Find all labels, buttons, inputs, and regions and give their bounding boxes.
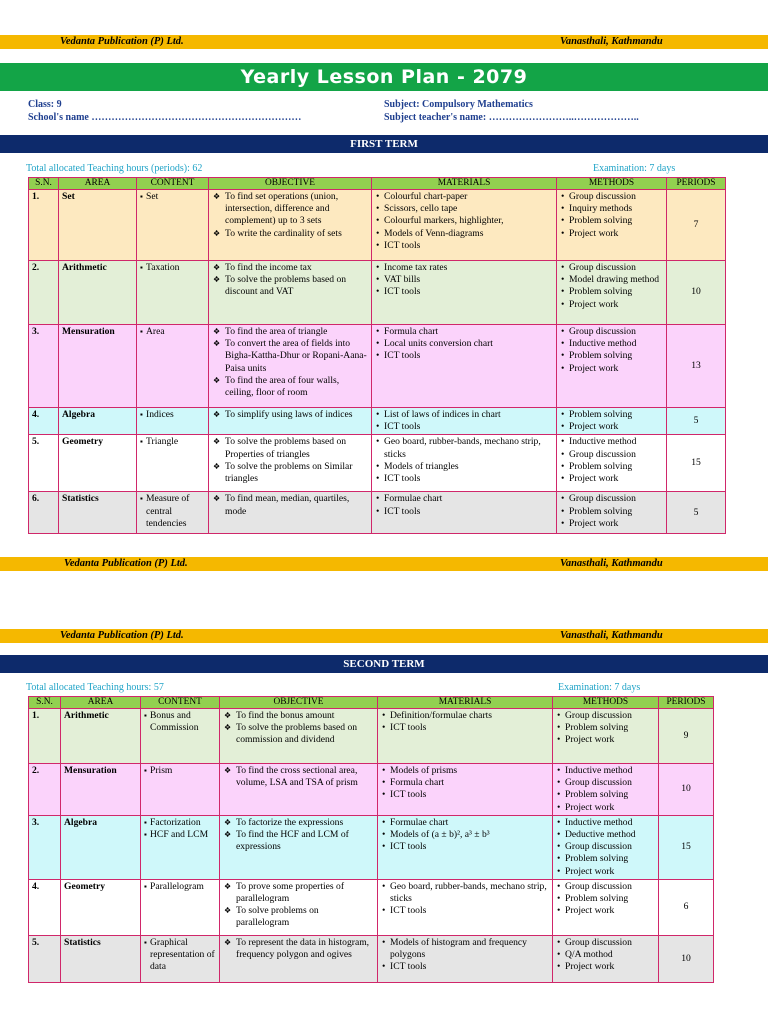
row-content-cell	[141, 764, 220, 816]
row-objective-item: ❖ To represent the data in histogram, frequency polygon and ogives	[223, 937, 374, 961]
row-materials-item: • Formula chart	[375, 326, 553, 338]
row-methods-item: • Project work	[560, 363, 663, 375]
table-row	[29, 879, 714, 935]
row-materials-item: • Income tax rates	[375, 262, 553, 274]
row-content-cell	[137, 325, 209, 408]
row-methods-item: • Project work	[556, 734, 655, 746]
row-materials-item: • Colourful markers, highlighter,	[375, 215, 553, 227]
row-objective-list	[223, 937, 374, 961]
row-objective-item: ❖ To factorize the expressions	[223, 817, 374, 829]
row-methods-item: • Q/A mothod	[556, 949, 655, 961]
row-materials-cell	[372, 492, 557, 534]
row-methods-cell	[553, 709, 659, 764]
row-area: Algebra	[61, 815, 141, 879]
row-methods-item: • Problem solving	[560, 350, 663, 362]
row-objective-list	[212, 326, 368, 399]
second-term-hours: Total allocated Teaching hours: 57	[26, 682, 164, 693]
row-sn: 4.	[29, 408, 59, 435]
row-objective-item: ❖ To find set operations (union, intersection, difference and complement) up to 3 sets	[212, 191, 368, 228]
school-name-label: School's name ………………………………………………………	[28, 112, 302, 123]
row-objective-list	[223, 881, 374, 930]
row-materials-item: • Local units conversion chart	[375, 338, 553, 350]
row-materials-list	[381, 881, 549, 918]
row-methods-item: • Problem solving	[556, 893, 655, 905]
row-objective-item: ❖ To write the cardinality of sets	[212, 228, 368, 240]
row-content-cell	[141, 935, 220, 982]
second-term-table	[28, 696, 714, 983]
row-content-item: ▪ HCF and LCM	[144, 829, 216, 841]
row-materials-list	[375, 409, 553, 433]
row-content-item: ▪ Set	[140, 191, 205, 203]
publisher-location: Vanasthali, Kathmandu	[560, 558, 663, 569]
title-bar	[0, 63, 768, 91]
row-materials-item: • ICT tools	[381, 961, 549, 973]
row-methods-item: • Problem solving	[556, 853, 655, 865]
row-methods-item: • Group discussion	[560, 449, 663, 461]
table-row	[29, 261, 726, 325]
header-sn: S.N.	[29, 178, 59, 190]
row-objective-list	[223, 710, 374, 747]
row-materials-list	[375, 436, 553, 485]
row-materials-item: • Models of (a ± b)², a³ ± b³	[381, 829, 549, 841]
row-materials-cell	[372, 261, 557, 325]
header-materials: MATERIALS	[372, 178, 557, 190]
header-materials: MATERIALS	[378, 697, 553, 709]
row-materials-item: • ICT tools	[381, 789, 549, 801]
row-area: Statistics	[61, 935, 141, 982]
row-area: Algebra	[59, 408, 137, 435]
first-term-hours: Total allocated Teaching hours (periods): 62	[26, 163, 203, 174]
row-materials-item: • Definition/formulae charts	[381, 710, 549, 722]
row-methods-item: • Group discussion	[560, 191, 663, 203]
row-content-item: ▪ Taxation	[140, 262, 205, 274]
row-methods-cell	[553, 815, 659, 879]
row-materials-cell	[372, 408, 557, 435]
row-materials-cell	[372, 325, 557, 408]
row-methods-item: • Problem solving	[560, 215, 663, 227]
row-materials-cell	[372, 435, 557, 492]
row-content-item: ▪ Area	[140, 326, 205, 338]
header-objective: OBJECTIVE	[209, 178, 372, 190]
row-methods-item: • Deductive method	[556, 829, 655, 841]
row-objective-cell	[209, 408, 372, 435]
row-materials-item: • ICT tools	[375, 240, 553, 252]
table-row	[29, 190, 726, 261]
row-content-cell	[137, 261, 209, 325]
row-methods-cell	[557, 325, 667, 408]
row-sn: 4.	[29, 879, 61, 935]
row-content-item: ▪ Indices	[140, 409, 205, 421]
row-objective-item: ❖ To find the area of four walls, ceiling, floor of room	[212, 375, 368, 399]
row-content-item: ▪ Bonus and Commission	[144, 710, 216, 734]
row-methods-cell	[553, 879, 659, 935]
row-area: Geometry	[59, 435, 137, 492]
row-sn: 1.	[29, 190, 59, 261]
publisher-band-top	[0, 35, 768, 49]
row-methods-item: • Problem solving	[560, 461, 663, 473]
row-methods-item: • Problem solving	[560, 409, 663, 421]
first-term-heading: FIRST TERM	[350, 138, 418, 150]
second-term-bar	[0, 655, 768, 673]
row-materials-item: • List of laws of indices in chart	[375, 409, 553, 421]
row-methods-item: • Problem solving	[556, 722, 655, 734]
row-methods-item: • Project work	[560, 518, 663, 530]
header-content: CONTENT	[141, 697, 220, 709]
row-materials-cell	[378, 764, 553, 816]
row-materials-cell	[378, 815, 553, 879]
publisher-name: Vedanta Publication (P) Ltd.	[60, 36, 184, 47]
row-objective-item: ❖ To find the bonus amount	[223, 710, 374, 722]
row-objective-item: ❖ To convert the area of fields into Bigha-Kattha-Dhur or Ropani-Aana-Paisa units	[212, 338, 368, 375]
table-row	[29, 325, 726, 408]
row-materials-cell	[378, 935, 553, 982]
publisher-name: Vedanta Publication (P) Ltd.	[60, 630, 184, 641]
row-objective-list	[212, 436, 368, 485]
row-materials-list	[381, 765, 549, 802]
row-sn: 2.	[29, 261, 59, 325]
first-term-bar	[0, 135, 768, 153]
row-sn: 5.	[29, 935, 61, 982]
row-methods-item: • Problem solving	[556, 789, 655, 801]
class-label: Class: 9	[28, 99, 62, 110]
row-methods-list	[560, 436, 663, 485]
row-periods: 15	[659, 815, 714, 879]
header-content: CONTENT	[137, 178, 209, 190]
row-materials-item: • ICT tools	[381, 841, 549, 853]
row-objective-cell	[220, 935, 378, 982]
row-periods: 10	[659, 935, 714, 982]
table-header-row	[29, 178, 726, 190]
table-row	[29, 709, 714, 764]
row-objective-cell	[220, 879, 378, 935]
header-periods: PERIODS	[659, 697, 714, 709]
row-methods-cell	[553, 764, 659, 816]
row-content-list	[144, 765, 216, 777]
row-content-cell	[141, 815, 220, 879]
row-methods-item: • Inductive method	[556, 817, 655, 829]
header-methods: METHODS	[553, 697, 659, 709]
row-sn: 1.	[29, 709, 61, 764]
row-area: Arithmetic	[59, 261, 137, 325]
row-methods-item: • Group discussion	[556, 841, 655, 853]
row-materials-list	[375, 326, 553, 363]
row-methods-cell	[553, 935, 659, 982]
row-content-list	[140, 436, 205, 448]
row-materials-cell	[372, 190, 557, 261]
row-materials-cell	[378, 879, 553, 935]
table-row	[29, 492, 726, 534]
row-objective-item: ❖ To find the income tax	[212, 262, 368, 274]
row-methods-item: • Project work	[556, 905, 655, 917]
row-methods-item: • Group discussion	[560, 326, 663, 338]
row-objective-cell	[209, 325, 372, 408]
first-term-exam: Examination: 7 days	[593, 163, 676, 174]
row-content-list	[140, 262, 205, 274]
header-objective: OBJECTIVE	[220, 697, 378, 709]
row-objective-cell	[220, 764, 378, 816]
row-objective-list	[223, 765, 374, 789]
row-methods-item: • Project work	[556, 802, 655, 814]
row-objective-list	[212, 262, 368, 299]
row-materials-item: • ICT tools	[375, 421, 553, 433]
second-term-heading: SECOND TERM	[343, 658, 425, 670]
row-content-item: ▪ Measure of central tendencies	[140, 493, 205, 530]
subject-label: Subject: Compulsory Mathematics	[384, 99, 533, 110]
row-objective-cell	[209, 261, 372, 325]
publisher-location: Vanasthali, Kathmandu	[560, 630, 663, 641]
row-methods-cell	[557, 408, 667, 435]
row-materials-item: • Formulae chart	[381, 817, 549, 829]
row-methods-list	[560, 326, 663, 375]
row-objective-item: ❖ To solve the problems on Similar triangles	[212, 461, 368, 485]
row-periods: 9	[659, 709, 714, 764]
row-methods-item: • Inquiry methods	[560, 203, 663, 215]
row-objective-item: ❖ To solve the problems based on Properties of triangles	[212, 436, 368, 460]
table-row	[29, 815, 714, 879]
row-methods-list	[556, 710, 655, 747]
row-methods-cell	[557, 261, 667, 325]
row-objective-item: ❖ To find the cross sectional area, volume, LSA and TSA of prism	[223, 765, 374, 789]
row-materials-list	[381, 710, 549, 734]
row-methods-cell	[557, 190, 667, 261]
row-sn: 5.	[29, 435, 59, 492]
row-objective-item: ❖ To solve the problems based on discount and VAT	[212, 274, 368, 298]
row-materials-cell	[378, 709, 553, 764]
table-row	[29, 408, 726, 435]
row-methods-item: • Model drawing method	[560, 274, 663, 286]
row-content-item: ▪ Prism	[144, 765, 216, 777]
row-objective-item: ❖ To solve the problems based on commission and dividend	[223, 722, 374, 746]
row-methods-item: • Group discussion	[560, 493, 663, 505]
table-row	[29, 435, 726, 492]
row-objective-list	[212, 409, 368, 421]
publisher-band-second	[0, 629, 768, 643]
row-objective-item: ❖ To find the area of triangle	[212, 326, 368, 338]
row-area: Mensuration	[61, 764, 141, 816]
header-sn: S.N.	[29, 697, 61, 709]
row-content-item: ▪ Graphical representation of data	[144, 937, 216, 974]
publisher-name: Vedanta Publication (P) Ltd.	[64, 558, 188, 569]
row-content-item: ▪ Factorization	[144, 817, 216, 829]
row-methods-list	[560, 493, 663, 530]
row-materials-item: • Formulae chart	[375, 493, 553, 505]
row-methods-item: • Group discussion	[556, 710, 655, 722]
row-methods-item: • Project work	[556, 961, 655, 973]
row-methods-item: • Inductive method	[560, 338, 663, 350]
first-term-table	[28, 177, 726, 534]
row-objective-item: ❖ To prove some properties of parallelogram	[223, 881, 374, 905]
row-methods-item: • Inductive method	[560, 436, 663, 448]
row-sn: 3.	[29, 325, 59, 408]
row-objective-cell	[209, 190, 372, 261]
row-materials-item: • ICT tools	[375, 473, 553, 485]
row-materials-item: • ICT tools	[381, 905, 549, 917]
table-row	[29, 935, 714, 982]
row-content-list	[140, 493, 205, 530]
row-objective-item: ❖ To find mean, median, quartiles, mode	[212, 493, 368, 517]
row-content-cell	[141, 879, 220, 935]
row-content-cell	[141, 709, 220, 764]
row-methods-item: • Group discussion	[556, 777, 655, 789]
row-methods-item: • Problem solving	[560, 286, 663, 298]
row-content-list	[144, 817, 216, 841]
row-periods: 10	[659, 764, 714, 816]
row-methods-item: • Project work	[560, 473, 663, 485]
row-objective-item: ❖ To simplify using laws of indices	[212, 409, 368, 421]
page-title: Yearly Lesson Plan - 2079	[240, 66, 528, 88]
row-area: Statistics	[59, 492, 137, 534]
row-periods: 5	[667, 492, 726, 534]
row-area: Mensuration	[59, 325, 137, 408]
row-content-cell	[137, 435, 209, 492]
row-methods-item: • Project work	[560, 421, 663, 433]
header-methods: METHODS	[557, 178, 667, 190]
row-materials-list	[381, 817, 549, 854]
row-area: Set	[59, 190, 137, 261]
row-content-cell	[137, 408, 209, 435]
row-methods-list	[556, 765, 655, 814]
row-methods-item: • Project work	[556, 866, 655, 878]
row-materials-item: • Models of prisms	[381, 765, 549, 777]
row-content-list	[144, 710, 216, 734]
row-periods: 6	[659, 879, 714, 935]
row-methods-item: • Inductive method	[556, 765, 655, 777]
row-materials-item: • Models of triangles	[375, 461, 553, 473]
row-area: Arithmetic	[61, 709, 141, 764]
row-sn: 6.	[29, 492, 59, 534]
row-materials-item: • ICT tools	[381, 722, 549, 734]
row-materials-item: • Scissors, cello tape	[375, 203, 553, 215]
row-methods-item: • Group discussion	[556, 881, 655, 893]
table-row	[29, 764, 714, 816]
row-materials-item: • ICT tools	[375, 506, 553, 518]
row-materials-item: • Models of histogram and frequency polygons	[381, 937, 549, 961]
row-content-cell	[137, 190, 209, 261]
row-methods-list	[560, 191, 663, 240]
row-methods-item: • Project work	[560, 299, 663, 311]
row-content-item: ▪ Parallelogram	[144, 881, 216, 893]
row-periods: 13	[667, 325, 726, 408]
publisher-location: Vanasthali, Kathmandu	[560, 36, 663, 47]
row-objective-list	[223, 817, 374, 854]
row-methods-item: • Project work	[560, 228, 663, 240]
row-content-item: ▪ Triangle	[140, 436, 205, 448]
row-area: Geometry	[61, 879, 141, 935]
row-methods-cell	[557, 435, 667, 492]
row-materials-list	[375, 493, 553, 517]
row-content-cell	[137, 492, 209, 534]
row-methods-list	[556, 937, 655, 974]
row-methods-list	[556, 881, 655, 918]
row-objective-item: ❖ To find the HCF and LCM of expressions	[223, 829, 374, 853]
teacher-name-label: Subject teacher's name: ……………………..………………..	[384, 112, 639, 123]
row-sn: 2.	[29, 764, 61, 816]
row-sn: 3.	[29, 815, 61, 879]
row-objective-cell	[220, 815, 378, 879]
row-materials-item: • VAT bills	[375, 274, 553, 286]
row-content-list	[140, 191, 205, 203]
row-materials-item: • Models of Venn-diagrams	[375, 228, 553, 240]
row-periods: 7	[667, 190, 726, 261]
row-objective-list	[212, 493, 368, 517]
row-materials-list	[375, 262, 553, 299]
row-methods-item: • Problem solving	[560, 506, 663, 518]
header-periods: PERIODS	[667, 178, 726, 190]
publisher-band-middle	[0, 557, 768, 571]
row-methods-list	[556, 817, 655, 878]
row-content-list	[144, 881, 216, 893]
header-area: AREA	[59, 178, 137, 190]
row-methods-item: • Group discussion	[560, 262, 663, 274]
row-content-list	[140, 409, 205, 421]
row-methods-cell	[557, 492, 667, 534]
row-materials-item: • ICT tools	[375, 286, 553, 298]
row-materials-item: • Geo board, rubber-bands, mechano strip, sticks	[375, 436, 553, 460]
table-header-row	[29, 697, 714, 709]
row-methods-item: • Group discussion	[556, 937, 655, 949]
row-periods: 10	[667, 261, 726, 325]
row-materials-item: • Formula chart	[381, 777, 549, 789]
row-materials-item: • Geo board, rubber-bands, mechano strip, sticks	[381, 881, 549, 905]
row-materials-item: • ICT tools	[375, 350, 553, 362]
row-objective-cell	[209, 435, 372, 492]
row-materials-list	[375, 191, 553, 252]
second-term-exam: Examination: 7 days	[558, 682, 641, 693]
row-methods-list	[560, 409, 663, 433]
row-periods: 15	[667, 435, 726, 492]
row-content-list	[144, 937, 216, 974]
row-materials-list	[381, 937, 549, 974]
row-materials-item: • Colourful chart-paper	[375, 191, 553, 203]
row-periods: 5	[667, 408, 726, 435]
row-content-list	[140, 326, 205, 338]
header-area: AREA	[61, 697, 141, 709]
row-objective-list	[212, 191, 368, 240]
row-objective-item: ❖ To solve problems on parallelogram	[223, 905, 374, 929]
row-objective-cell	[209, 492, 372, 534]
row-methods-list	[560, 262, 663, 311]
row-objective-cell	[220, 709, 378, 764]
